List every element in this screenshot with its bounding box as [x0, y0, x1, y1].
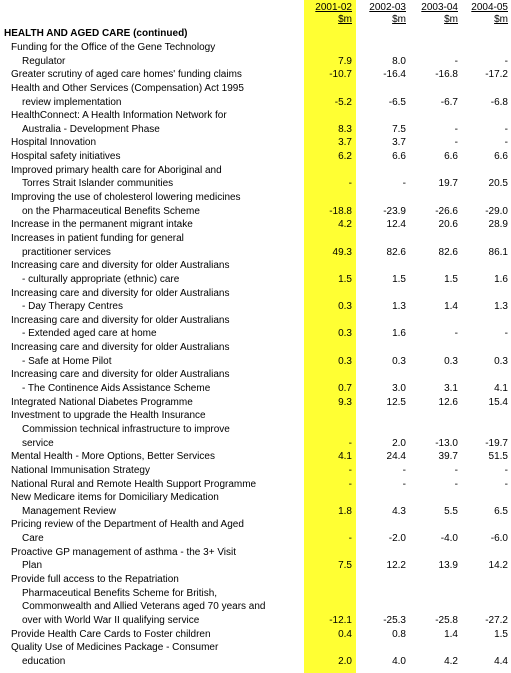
row-line: [0, 314, 511, 328]
value-2004-05: -6.0: [490, 533, 508, 545]
value-2004-05: 0.3: [494, 355, 508, 367]
row-line: [0, 478, 511, 492]
value-2004-05: 14.2: [488, 560, 508, 572]
measure-label: Improving the use of cholesterol lowering medicines: [11, 192, 241, 204]
value-2001-02: -: [348, 478, 352, 490]
value-2002-03: 12.2: [386, 560, 406, 572]
value-2001-02: 0.4: [338, 628, 352, 640]
measure-label: Provide full access to the Repatriation: [11, 573, 179, 585]
value-2002-03: 8.0: [392, 55, 406, 67]
measure-label: New Medicare items for Domiciliary Medication: [11, 492, 219, 504]
measure-label: Care: [22, 533, 44, 545]
row-line: [0, 464, 511, 478]
value-2001-02: 0.3: [338, 355, 352, 367]
value-2004-05: 4.1: [494, 383, 508, 395]
table-row: [0, 41, 511, 68]
measure-label: over with World War II qualifying service: [22, 614, 200, 626]
unit-header: $m: [494, 14, 508, 25]
value-2003-04: 19.7: [438, 178, 458, 190]
row-line: [0, 259, 511, 273]
value-2002-03: 0.3: [392, 355, 406, 367]
row-line: [0, 655, 511, 669]
row-line: [0, 177, 511, 191]
measure-label: Integrated National Diabetes Programme: [11, 396, 193, 408]
measure-label: Quality Use of Medicines Package - Consumer: [11, 642, 219, 654]
value-2002-03: -23.9: [383, 205, 406, 217]
measure-label: Increasing care and diversity for older Australians: [11, 314, 230, 326]
value-2004-05: -: [504, 123, 508, 135]
value-2002-03: 6.6: [392, 151, 406, 163]
value-2003-04: 5.5: [444, 505, 458, 517]
value-2003-04: -: [454, 328, 458, 340]
measure-label: Hospital Innovation: [11, 137, 97, 149]
value-2003-04: 12.6: [438, 396, 458, 408]
section-title: HEALTH AND AGED CARE (continued): [4, 28, 188, 39]
measure-label: Australia - Development Phase: [22, 123, 160, 135]
value-2001-02: 7.5: [338, 560, 352, 572]
table-row: [0, 150, 511, 164]
measure-label: Greater scrutiny of aged care homes' funding claims: [11, 69, 242, 81]
value-2002-03: -25.3: [383, 614, 406, 626]
measure-label: Pricing review of the Department of Health and Aged: [11, 519, 244, 531]
value-2004-05: 1.6: [494, 273, 508, 285]
value-2001-02: 3.7: [338, 137, 352, 149]
measure-label: practitioner services: [22, 246, 111, 258]
value-2004-05: 6.5: [494, 505, 508, 517]
value-2002-03: -: [402, 478, 406, 490]
measure-label: Pharmaceutical Benefits Scheme for British,: [22, 587, 218, 599]
row-line: [0, 628, 511, 642]
measure-label: Increasing care and diversity for older Australians: [11, 260, 230, 272]
row-line: [0, 518, 511, 532]
table-row: [0, 136, 511, 150]
row-line: [0, 123, 511, 137]
table-row: [0, 478, 511, 492]
measure-label: Mental Health - More Options, Better Services: [11, 451, 215, 463]
table-row: [0, 218, 511, 232]
measure-label: Funding for the Office of the Gene Technology: [11, 42, 216, 53]
measure-label: Increase in the permanent migrant intake: [11, 219, 193, 231]
value-2002-03: -16.4: [383, 69, 406, 81]
value-2001-02: 4.2: [338, 219, 352, 231]
value-2002-03: -6.5: [388, 96, 406, 108]
value-2002-03: 12.5: [386, 396, 406, 408]
value-2003-04: 82.6: [438, 246, 458, 258]
measure-label: education: [22, 655, 66, 667]
table-row: [0, 68, 511, 82]
measures-table: [0, 41, 511, 668]
year-header-2003-04: 2003-04: [421, 2, 458, 13]
value-2004-05: 15.4: [488, 396, 508, 408]
value-2001-02: 2.0: [338, 655, 352, 667]
value-2001-02: 6.2: [338, 151, 352, 163]
value-2002-03: 2.0: [392, 437, 406, 449]
row-line: [0, 409, 511, 423]
value-2004-05: -: [504, 55, 508, 67]
value-2003-04: 39.7: [438, 451, 458, 463]
value-2003-04: -6.7: [440, 96, 458, 108]
value-2001-02: 1.8: [338, 505, 352, 517]
value-2004-05: -29.0: [485, 205, 508, 217]
row-line: [0, 109, 511, 123]
row-line: [0, 587, 511, 601]
value-2003-04: 13.9: [438, 560, 458, 572]
value-2002-03: 3.7: [392, 137, 406, 149]
row-line: [0, 532, 511, 546]
row-line: [0, 327, 511, 341]
value-2002-03: 0.8: [392, 628, 406, 640]
measure-label: Increasing care and diversity for older Australians: [11, 342, 230, 354]
row-line: [0, 491, 511, 505]
table-row: [0, 232, 511, 259]
value-2002-03: 3.0: [392, 383, 406, 395]
row-line: [0, 205, 511, 219]
table-row: [0, 191, 511, 218]
value-2001-02: 0.7: [338, 383, 352, 395]
value-2004-05: 4.4: [494, 655, 508, 667]
row-line: [0, 300, 511, 314]
value-2002-03: 1.6: [392, 328, 406, 340]
measure-label: Regulator: [22, 55, 66, 67]
value-2002-03: 82.6: [386, 246, 406, 258]
value-2003-04: -13.0: [435, 437, 458, 449]
value-2003-04: 0.3: [444, 355, 458, 367]
measure-label: HealthConnect: A Health Information Network for: [11, 110, 227, 122]
year-header-2002-03: 2002-03: [369, 2, 406, 13]
row-line: [0, 136, 511, 150]
row-line: [0, 368, 511, 382]
measure-label: Commission technical infrastructure to improve: [22, 423, 230, 435]
row-line: [0, 437, 511, 451]
measure-label: service: [22, 437, 54, 449]
value-2003-04: 20.6: [438, 219, 458, 231]
measure-label: on the Pharmaceutical Benefits Scheme: [22, 205, 200, 217]
measure-label: Increases in patient funding for general: [11, 232, 184, 244]
value-2001-02: -10.7: [329, 69, 352, 81]
value-2004-05: 86.1: [488, 246, 508, 258]
value-2004-05: -6.8: [490, 96, 508, 108]
row-line: [0, 423, 511, 437]
row-line: [0, 546, 511, 560]
year-header-2001-02: 2001-02: [315, 2, 352, 13]
value-2002-03: 4.0: [392, 655, 406, 667]
value-2003-04: 4.2: [444, 655, 458, 667]
value-2003-04: -26.6: [435, 205, 458, 217]
table-row: [0, 259, 511, 286]
row-line: [0, 246, 511, 260]
table-row: [0, 82, 511, 109]
value-2003-04: -16.8: [435, 69, 458, 81]
value-2002-03: 1.5: [392, 273, 406, 285]
row-line: [0, 191, 511, 205]
value-2001-02: -5.2: [334, 96, 352, 108]
row-line: [0, 505, 511, 519]
table-row: [0, 109, 511, 136]
measure-label: Increasing care and diversity for older Australians: [11, 287, 230, 299]
value-2003-04: 1.4: [444, 628, 458, 640]
value-2001-02: -18.8: [329, 205, 352, 217]
measure-label: review implementation: [22, 96, 122, 108]
table-row: [0, 396, 511, 410]
measure-label: Provide Health Care Cards to Foster children: [11, 628, 211, 640]
value-2004-05: 28.9: [488, 219, 508, 231]
measure-label: Management Review: [22, 505, 116, 517]
value-2004-05: 6.6: [494, 151, 508, 163]
row-line: [0, 164, 511, 178]
row-line: [0, 55, 511, 69]
value-2001-02: 1.5: [338, 273, 352, 285]
value-2004-05: 20.5: [488, 178, 508, 190]
value-2001-02: 7.9: [338, 55, 352, 67]
row-line: [0, 341, 511, 355]
value-2002-03: 24.4: [386, 451, 406, 463]
value-2003-04: -: [454, 137, 458, 149]
table-row: [0, 450, 511, 464]
table-row: [0, 409, 511, 450]
measure-label: Torres Strait Islander communities: [22, 178, 174, 190]
table-row: [0, 287, 511, 314]
row-line: [0, 355, 511, 369]
table-row: [0, 368, 511, 395]
table-row: [0, 164, 511, 191]
year-header-2004-05: 2004-05: [471, 2, 508, 13]
value-2002-03: -: [402, 178, 406, 190]
row-line: [0, 600, 511, 614]
value-2004-05: 51.5: [488, 451, 508, 463]
value-2004-05: 1.5: [494, 628, 508, 640]
value-2001-02: 49.3: [332, 246, 352, 258]
value-2001-02: -: [348, 464, 352, 476]
table-row: [0, 518, 511, 545]
value-2003-04: -25.8: [435, 614, 458, 626]
row-line: [0, 559, 511, 573]
measure-label: Hospital safety initiatives: [11, 151, 121, 163]
unit-header: $m: [392, 14, 406, 25]
value-2003-04: 1.5: [444, 273, 458, 285]
row-line: [0, 641, 511, 655]
value-2003-04: 6.6: [444, 151, 458, 163]
unit-header: $m: [444, 14, 458, 25]
row-line: [0, 150, 511, 164]
measure-label: Investment to upgrade the Health Insurance: [11, 410, 206, 422]
measure-label: - Extended aged care at home: [22, 328, 157, 340]
value-2004-05: -27.2: [485, 614, 508, 626]
value-2002-03: 1.3: [392, 301, 406, 313]
row-line: [0, 96, 511, 110]
value-2004-05: 1.3: [494, 301, 508, 313]
value-2001-02: -: [348, 533, 352, 545]
measure-label: Plan: [22, 560, 43, 572]
value-2002-03: 7.5: [392, 123, 406, 135]
value-2002-03: 12.4: [386, 219, 406, 231]
value-2003-04: -: [454, 464, 458, 476]
value-2001-02: 9.3: [338, 396, 352, 408]
row-line: [0, 232, 511, 246]
measure-label: National Immunisation Strategy: [11, 464, 150, 476]
row-line: [0, 287, 511, 301]
row-line: [0, 573, 511, 587]
value-2002-03: -2.0: [388, 533, 406, 545]
measure-label: Commonwealth and Allied Veterans aged 70 years and: [22, 601, 266, 613]
table-row: [0, 641, 511, 668]
value-2001-02: -12.1: [329, 614, 352, 626]
measure-label: Improved primary health care for Aboriginal and: [11, 164, 222, 176]
row-line: [0, 218, 511, 232]
value-2003-04: 1.4: [444, 301, 458, 313]
value-2003-04: -: [454, 478, 458, 490]
table-row: [0, 546, 511, 573]
table-row: [0, 341, 511, 368]
row-line: [0, 82, 511, 96]
value-2002-03: -: [402, 464, 406, 476]
value-2001-02: 0.3: [338, 301, 352, 313]
value-2004-05: -: [504, 478, 508, 490]
value-2004-05: -19.7: [485, 437, 508, 449]
measure-label: Health and Other Services (Compensation) Act 1995: [11, 82, 244, 94]
table-row: [0, 573, 511, 628]
table-row: [0, 464, 511, 478]
value-2001-02: -: [348, 437, 352, 449]
value-2001-02: -: [348, 178, 352, 190]
value-2003-04: 3.1: [444, 383, 458, 395]
value-2004-05: -: [504, 137, 508, 149]
value-2003-04: -: [454, 123, 458, 135]
row-line: [0, 450, 511, 464]
measure-label: - culturally appropriate (ethnic) care: [22, 273, 180, 285]
row-line: [0, 382, 511, 396]
row-line: [0, 614, 511, 628]
measure-label: Proactive GP management of asthma - the 3+ Visit: [11, 546, 237, 558]
measure-label: - Day Therapy Centres: [22, 301, 123, 313]
column-header: [0, 2, 511, 28]
table-row: [0, 628, 511, 642]
value-2003-04: -: [454, 55, 458, 67]
value-2001-02: 8.3: [338, 123, 352, 135]
row-line: [0, 396, 511, 410]
row-line: [0, 273, 511, 287]
table-row: [0, 314, 511, 341]
row-line: [0, 41, 511, 55]
value-2002-03: 4.3: [392, 505, 406, 517]
value-2004-05: -: [504, 328, 508, 340]
value-2004-05: -: [504, 464, 508, 476]
measure-label: Increasing care and diversity for older Australians: [11, 369, 230, 381]
row-line: [0, 68, 511, 82]
measure-label: - The Continence Aids Assistance Scheme: [22, 383, 211, 395]
value-2001-02: 0.3: [338, 328, 352, 340]
table-row: [0, 491, 511, 518]
measure-label: - Safe at Home Pilot: [22, 355, 112, 367]
value-2003-04: -4.0: [440, 533, 458, 545]
measure-label: National Rural and Remote Health Support Programme: [11, 478, 257, 490]
unit-header: $m: [338, 14, 352, 25]
value-2001-02: 4.1: [338, 451, 352, 463]
value-2004-05: -17.2: [485, 69, 508, 81]
